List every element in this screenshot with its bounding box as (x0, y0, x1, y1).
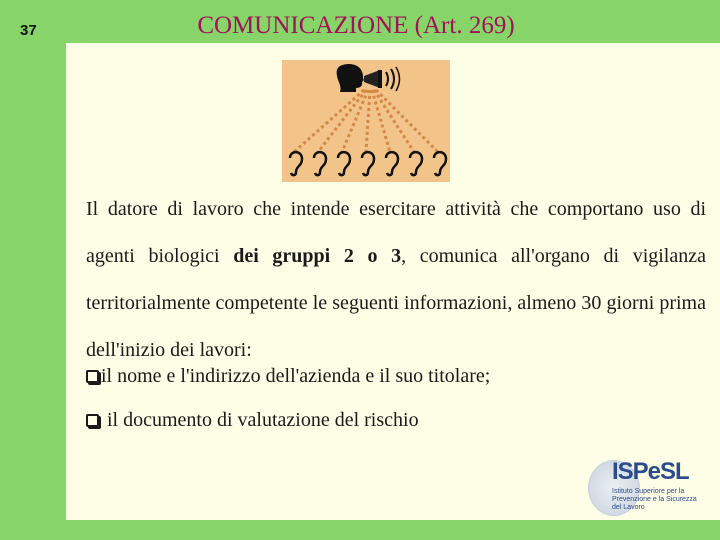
megaphone-speaker-to-ears-icon (282, 60, 450, 182)
paragraph-bold-text: dei gruppi 2 o 3 (233, 245, 402, 267)
slide-number: 37 (20, 22, 37, 39)
intro-paragraph (86, 186, 706, 374)
paragraph-text: Il datore di lavoro che intende esercitare attività che comportano uso di agenti biologici (86, 198, 706, 267)
list-item (86, 409, 419, 432)
list-item-text: il documento di valutazione del rischio (107, 409, 419, 431)
logo-name: ISPeSL (612, 458, 689, 485)
paragraph-text-end: , comunica all'organo di vigilanza territorialmente competente le seguenti informazioni, almeno 30 giorni prima dell'inizio dei lavori: (86, 245, 706, 361)
checkbox-bullet-icon (86, 414, 99, 427)
checkbox-bullet-icon (86, 370, 99, 383)
list-item-text: il nome e l'indirizzo dell'azienda e il suo titolare; (101, 365, 491, 387)
logo-subtitle: Istituto Superiore per la Prevenzione e la Sicurezza del Lavoro (612, 488, 697, 511)
list-item (86, 365, 490, 388)
communication-illustration (282, 60, 450, 182)
ispesl-logo (588, 458, 708, 518)
slide-title: COMUNICAZIONE (Art. 269) (197, 12, 515, 39)
